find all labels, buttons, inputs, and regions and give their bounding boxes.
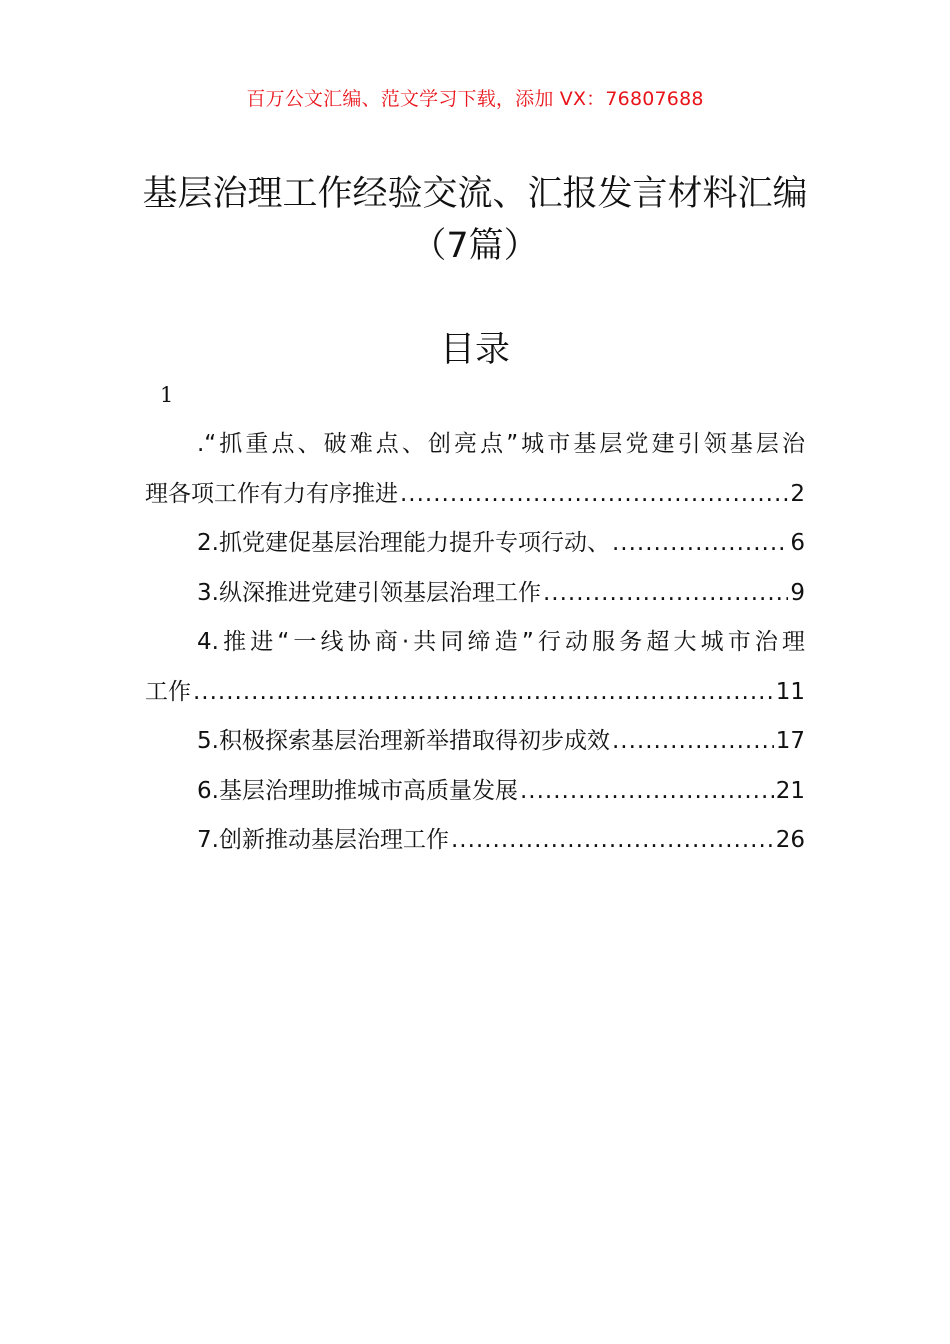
toc-entry-7[interactable]: [145, 816, 805, 866]
toc-entry-5[interactable]: [145, 717, 805, 767]
toc-entry-1-line1[interactable]: .“抓重点、破难点、创亮点”城市基层党建引领基层治: [197, 431, 805, 457]
toc-page-number: 6: [790, 530, 805, 556]
toc-leader-dots: [543, 569, 788, 619]
toc-page-number: 2: [790, 480, 805, 507]
toc-page-number: 9: [790, 579, 805, 606]
document-title: 基层治理工作经验交流、汇报发言材料汇编（7篇）: [142, 174, 808, 266]
watermark-banner: 百万公文汇编、范文学习下载，添加 VX：76807688: [246, 88, 704, 110]
toc-leader-dots: [451, 816, 774, 866]
toc-entry-text: 2.抓党建促基层治理能力提升专项行动、: [197, 530, 610, 556]
toc-entry-text: 工作: [145, 678, 191, 705]
toc-entry-text: 6.基层治理助推城市高质量发展: [197, 777, 518, 804]
toc-entry-text: 7.创新推动基层治理工作: [197, 827, 449, 853]
toc-page-number: 17: [775, 728, 805, 754]
toc-leader-dots: [400, 470, 788, 520]
toc-entry-text: 理各项工作有力有序推进: [145, 480, 398, 507]
toc-leader-dots: [612, 717, 774, 767]
toc-page-number: 26: [775, 827, 805, 853]
toc-entry-6[interactable]: [145, 767, 805, 817]
toc-entry-text: 5.积极探索基层治理新举措取得初步成效: [197, 728, 610, 754]
toc-entry-4[interactable]: [145, 668, 805, 718]
table-of-contents: [145, 420, 805, 866]
toc-page-number: 11: [775, 678, 805, 705]
toc-page-number: 21: [775, 777, 805, 804]
toc-entry-text: 3.纵深推进党建引领基层治理工作: [197, 579, 541, 606]
toc-leader-dots: [520, 767, 774, 817]
toc-entry-4-line1[interactable]: 4.推进“一线协商·共同缔造”行动服务超大城市治理: [197, 629, 805, 655]
page-marker: 1: [160, 383, 174, 407]
toc-heading: 目录: [439, 330, 510, 370]
toc-entry-1[interactable]: [145, 470, 805, 520]
toc-entry-2[interactable]: [145, 519, 805, 569]
toc-entry-3[interactable]: [145, 569, 805, 619]
toc-leader-dots: [612, 519, 788, 569]
toc-leader-dots: [193, 668, 774, 718]
